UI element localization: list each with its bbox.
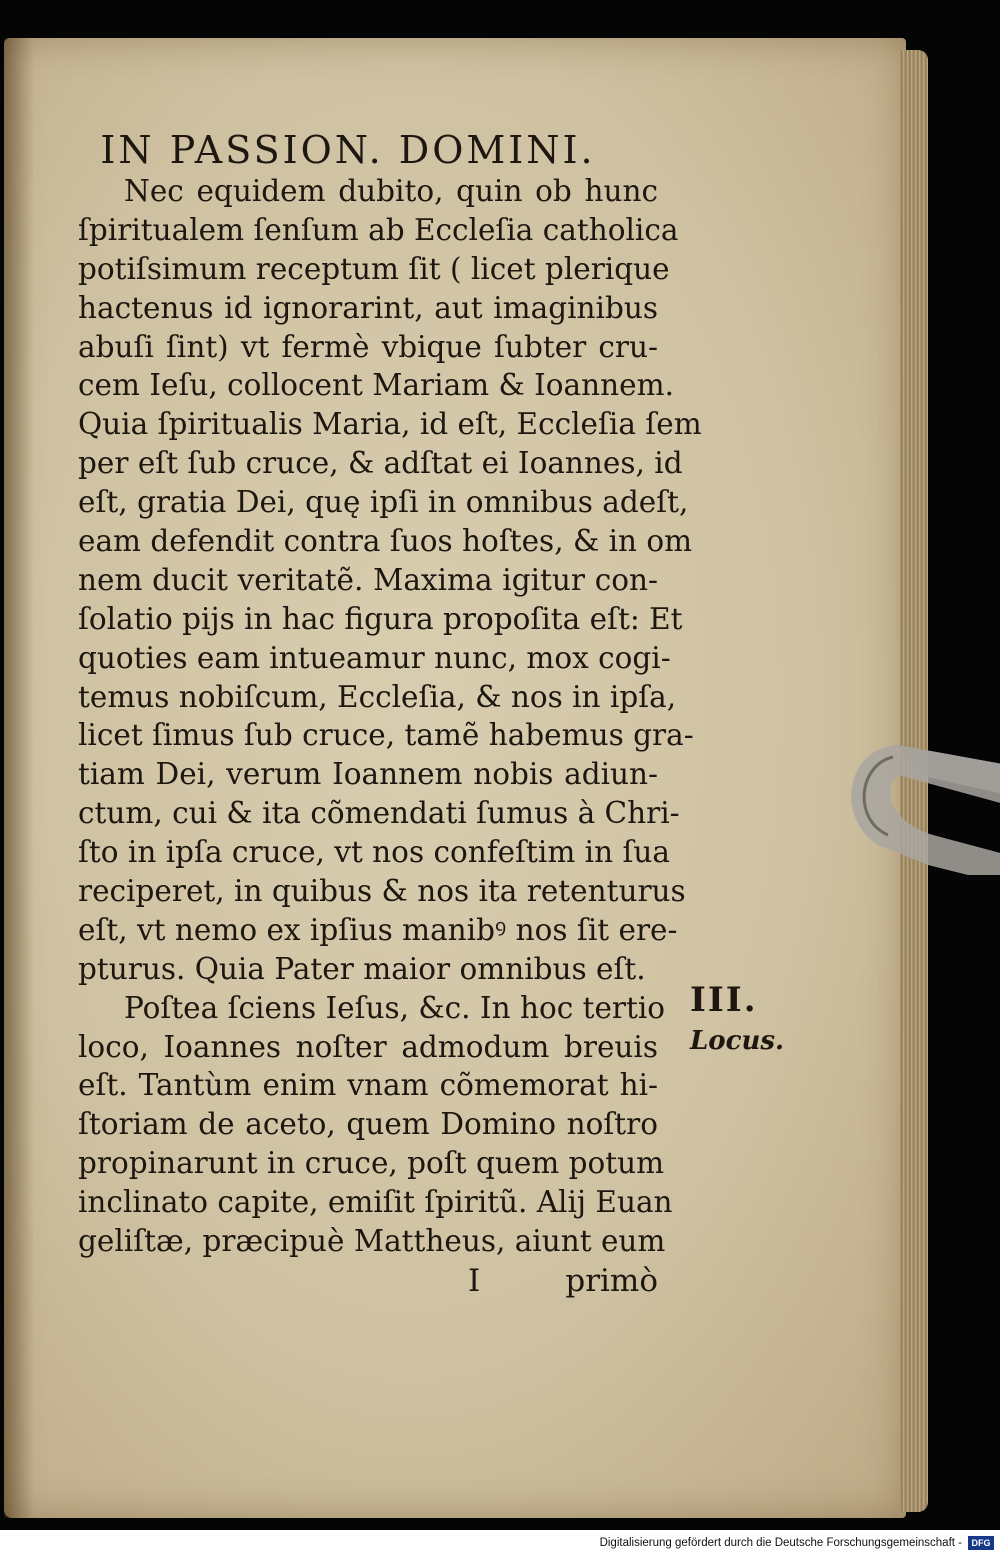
footer-bar — [0, 1530, 1000, 1556]
text-line: propinarunt in cruce, poſt quem potum — [78, 1146, 665, 1181]
text-line: inclinato capite, emiſit ſpiritũ. Alij Euan — [78, 1185, 673, 1220]
page-gutter-shadow — [4, 38, 34, 1518]
text-line: ſpiritualem ſenſum ab Eccleſia catholica — [78, 212, 679, 247]
text-line: potiſsimum receptum ſit ( licet plerique — [78, 251, 670, 286]
text-line: eam defendit contra ſuos hoſtes, & in om — [78, 524, 693, 559]
text-line: licet ſimus ſub cruce, tamẽ habemus gra- — [78, 718, 694, 753]
text-line: loco, Ioannes noſter admodum breuis — [78, 1029, 658, 1064]
marginal-note-number: III. — [690, 980, 758, 1020]
text-line: hactenus id ignorarint, aut imaginibus — [78, 290, 658, 325]
dfg-logo: DFG — [968, 1536, 994, 1550]
text-line: ctum, cui & ita cõmendati ſumus à Chri- — [78, 796, 680, 831]
text-line: Nec equidem dubito, quin ob hunc — [124, 174, 658, 208]
text-line: geliſtæ, præcipuè Mattheus, aiunt eum — [78, 1224, 666, 1259]
page-text-block — [78, 128, 702, 1301]
text-line: eſt, gratia Dei, quę ipſi in omnibus adeſt, — [78, 485, 689, 520]
signature-mark: I — [468, 1262, 481, 1299]
text-line: ſto in ipſa cruce, vt nos confeſtim in ſua — [78, 835, 670, 870]
text-line: abuſi ſint) vt fermè vbique ſubter cru- — [78, 329, 658, 364]
text-line: quoties eam intueamur nunc, mox cogi- — [78, 640, 671, 675]
funding-credit: Digitalisierung gefördert durch die Deutsche Forschungsgemeinschaft - — [599, 1537, 962, 1549]
text-line: nem ducit veritatẽ. Maxima igitur con- — [78, 562, 658, 597]
text-line: Poſtea ſciens Ieſus, &c. In hoc tertio — [124, 990, 666, 1025]
text-line: per eſt ſub cruce, & adſtat ei Ioannes, id — [78, 446, 683, 481]
text-line: ſolatio pijs in hac figura propoſita eſt: Et — [78, 601, 683, 636]
text-line: reciperet, in quibus & nos ita retenturus — [78, 874, 686, 909]
text-line: tiam Dei, verum Ioannem nobis adiun- — [78, 757, 658, 792]
text-line: temus nobiſcum, Eccleſia, & nos in ipſa, — [78, 679, 677, 714]
text-line: pturus. Quia Pater maior omnibus eſt. — [78, 951, 646, 986]
text-line: eſt. Tantùm enim vnam cõmemorat hi- — [78, 1068, 658, 1103]
text-line: ſtoriam de aceto, quem Domino noſtro — [78, 1107, 658, 1142]
text-line: Quia ſpiritualis Maria, id eſt, Eccleſia ſem — [78, 407, 702, 442]
catchword: primò — [565, 1262, 658, 1299]
signature-line — [78, 1261, 658, 1301]
marginal-note-label: Locus. — [690, 1026, 785, 1056]
text-line: eſt, vt nemo ex ipſius manibꝰ nos ſit ere- — [78, 912, 678, 947]
text-line: cem Ieſu, collocent Mariam & Ioannem. — [78, 368, 674, 403]
running-head: IN PASSION. DOMINI. — [100, 128, 596, 172]
page-clip-holder — [838, 735, 1000, 875]
